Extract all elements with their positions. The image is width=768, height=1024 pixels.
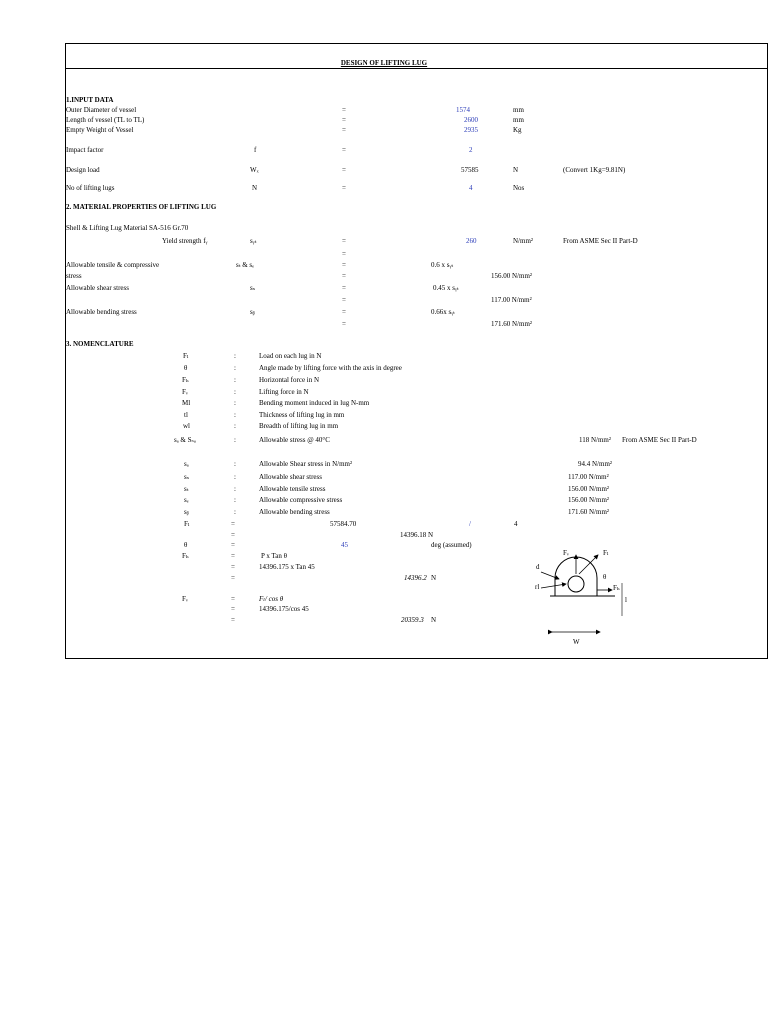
shear-value: 117.00 N/mm² (491, 296, 532, 304)
symbol: sᵦ (250, 308, 255, 316)
figure-label: W (573, 638, 580, 646)
stress-value: 156.00 N/mm² (568, 485, 609, 493)
stress-value: 117.00 N/mm² (568, 473, 609, 481)
equals-sign: = (231, 520, 235, 528)
formula-substituted: 14396.175 x Tan 45 (259, 563, 315, 571)
equals-sign: = (342, 106, 346, 114)
unit: N (431, 616, 437, 624)
nomenclature-symbol: Ml (182, 399, 191, 407)
reference: From ASME Sec II Part-D (622, 436, 697, 444)
equals-sign: = (231, 552, 235, 560)
unit: N (431, 574, 437, 582)
input-value-impact: 2 (469, 146, 473, 154)
nomenclature-symbol: tl (184, 411, 188, 419)
figure-label: d (536, 563, 540, 571)
figure-label: Fₗ (603, 549, 609, 557)
equals-sign: = (342, 284, 346, 292)
symbol: sᵧₜ (250, 237, 257, 245)
worksheet-frame (65, 43, 768, 659)
tensile-label: Allowable tensile & compressive (66, 261, 160, 269)
formula-substituted: 14396.175/cos 45 (259, 605, 309, 613)
section-heading-material: 2. MATERIAL PROPERTIES OF LIFTING LUG (66, 203, 217, 211)
colon: : (234, 352, 236, 360)
input-value-diameter: 1574 (456, 106, 470, 114)
equals-sign: = (342, 184, 346, 192)
stress-symbol: sₛ (184, 473, 190, 481)
colon: : (234, 485, 236, 493)
equals-sign: = (342, 296, 346, 304)
design-load-value: 57585 (461, 166, 479, 174)
material-spec: Shell & Lifting Lug Material SA-516 Gr.70 (66, 224, 189, 232)
stress-symbol: sₐ (184, 460, 189, 468)
figure-label: rl (535, 583, 540, 591)
section-heading-input-data: 1.INPUT DATA (66, 96, 114, 104)
input-label: Empty Weight of Vessel (66, 126, 134, 134)
equals-sign: = (231, 616, 235, 624)
reference: From ASME Sec II Part-D (563, 237, 638, 245)
equals-sign: = (342, 237, 346, 245)
equals-sign: = (231, 563, 235, 571)
yield-value: 260 (466, 237, 477, 245)
calc-result-fv: 20359.3 (401, 616, 424, 624)
input-unit: mm (513, 116, 524, 124)
input-label: Outer Diameter of vessel (66, 106, 137, 114)
stress-symbol: sₜ (184, 485, 189, 493)
equals-sign: = (342, 116, 346, 124)
theta-value: 45 (341, 541, 348, 549)
input-value-weight: 2935 (464, 126, 478, 134)
equals-sign: = (342, 146, 346, 154)
stress-desc: Allowable Shear stress in N/mm² (259, 460, 353, 468)
allowable-stress-value: 118 N/mm² (579, 436, 611, 444)
section-heading-nomenclature: 3. NOMENCLATURE (66, 340, 134, 348)
stress-value: 156.00 N/mm² (568, 496, 609, 504)
shear-label: Allowable shear stress (66, 284, 129, 292)
symbol: sₜ & sₑ (236, 261, 254, 269)
equals-sign: = (342, 261, 346, 269)
input-value-length: 2600 (464, 116, 478, 124)
figure-label: Fᵥ (563, 549, 569, 557)
equals-sign: = (342, 308, 346, 316)
equals-sign: = (342, 166, 346, 174)
equals-sign: = (231, 531, 235, 539)
symbol: f (254, 146, 257, 154)
calc-symbol: Fₗ (184, 520, 190, 528)
equals-sign: = (342, 272, 346, 280)
equals-sign: = (342, 126, 346, 134)
input-value-lugs: 4 (469, 184, 473, 192)
equals-sign: = (231, 574, 235, 582)
nomenclature-desc: Horizontal force in N (259, 376, 320, 384)
theta-unit: deg (assumed) (431, 541, 472, 549)
conversion-note: (Convert 1Kg=9.81N) (563, 166, 626, 174)
nomenclature-symbol: Fₕ (182, 376, 189, 384)
input-label: Design load (66, 166, 100, 174)
stress-desc: Allowable tensile stress (259, 485, 326, 493)
stress-symbol: sᵦ (184, 508, 189, 516)
input-label: Impact factor (66, 146, 104, 154)
formula: P x Tan θ (261, 552, 288, 560)
colon: : (234, 473, 236, 481)
stress-desc: Allowable bending stress (259, 508, 330, 516)
colon: : (234, 388, 236, 396)
tensile-label-cont: stress (66, 272, 82, 280)
equals-sign: = (342, 250, 346, 258)
yield-label: Yield strength fᵧ (162, 237, 208, 245)
colon: : (234, 496, 236, 504)
colon: : (234, 460, 236, 468)
nomenclature-desc: Bending moment induced in lug N-mm (259, 399, 370, 407)
nomenclature-desc: Thickness of lifting lug in mm (259, 411, 345, 419)
nomenclature-desc: Load on each lug in N (259, 352, 322, 360)
calc-slash: / (469, 520, 471, 528)
equals-sign: = (231, 605, 235, 613)
colon: : (234, 399, 236, 407)
equals-sign: = (231, 541, 235, 549)
nomenclature-symbol: θ (184, 364, 188, 372)
symbol: sₛ (250, 284, 256, 292)
equals-sign: = (231, 595, 235, 603)
nomenclature-symbol: sₐ & Sₛₐ (174, 436, 196, 444)
colon: : (234, 508, 236, 516)
bending-label: Allowable bending stress (66, 308, 137, 316)
figure-label: l (625, 596, 627, 604)
figure-label: θ (603, 573, 607, 581)
nomenclature-symbol: Fₗ (183, 352, 189, 360)
stress-symbol: sₑ (184, 496, 189, 504)
input-unit: Nos (513, 184, 525, 192)
equals-sign: = (342, 320, 346, 328)
input-label: Length of vessel (TL to TL) (66, 116, 145, 124)
input-label: No of lifting lugs (66, 184, 115, 192)
formula: 0.6 x sᵧₜ (431, 261, 454, 269)
calc-numerator: 57584.70 (330, 520, 357, 528)
formula: Fₗ/ cos θ (259, 595, 284, 603)
calc-result-fl: 14396.18 N (400, 531, 434, 539)
unit: N/mm² (513, 237, 533, 245)
nomenclature-desc: Angle made by lifting force with the axis in degree (259, 364, 402, 372)
input-unit: Kg (513, 126, 522, 134)
nomenclature-desc: Allowable stress @ 40°C (259, 436, 330, 444)
symbol: N (252, 184, 258, 192)
stress-value: 171.60 N/mm² (568, 508, 609, 516)
nomenclature-desc: Lifting force in N (259, 388, 309, 396)
calc-result-fh: 14396.2 (404, 574, 427, 582)
stress-value: 94.4 N/mm² (578, 460, 612, 468)
calc-symbol: θ (184, 541, 188, 549)
tensile-value: 156.00 N/mm² (491, 272, 532, 280)
colon: : (234, 376, 236, 384)
input-unit: N (513, 166, 519, 174)
symbol: Wₓ (250, 166, 259, 174)
calc-denominator: 4 (514, 520, 518, 528)
colon: : (234, 436, 236, 444)
calc-symbol: Fᵥ (182, 595, 188, 603)
colon: : (234, 422, 236, 430)
colon: : (234, 411, 236, 419)
bending-value: 171.60 N/mm² (491, 320, 532, 328)
figure-label: Fₕ (613, 584, 620, 592)
header-divider (66, 68, 767, 69)
nomenclature-symbol: wl (183, 422, 190, 430)
nomenclature-symbol: Fᵥ (182, 388, 188, 396)
stress-desc: Allowable shear stress (259, 473, 322, 481)
page-title: DESIGN OF LIFTING LUG (340, 59, 428, 67)
formula: 0.45 x sᵧₜ (433, 284, 459, 292)
nomenclature-desc: Breadth of lifting lug in mm (259, 422, 339, 430)
formula: 0.66x sᵧₜ (431, 308, 455, 316)
colon: : (234, 364, 236, 372)
input-unit: mm (513, 106, 524, 114)
calc-symbol: Fₕ (182, 552, 189, 560)
stress-desc: Allowable compressive stress (259, 496, 343, 504)
